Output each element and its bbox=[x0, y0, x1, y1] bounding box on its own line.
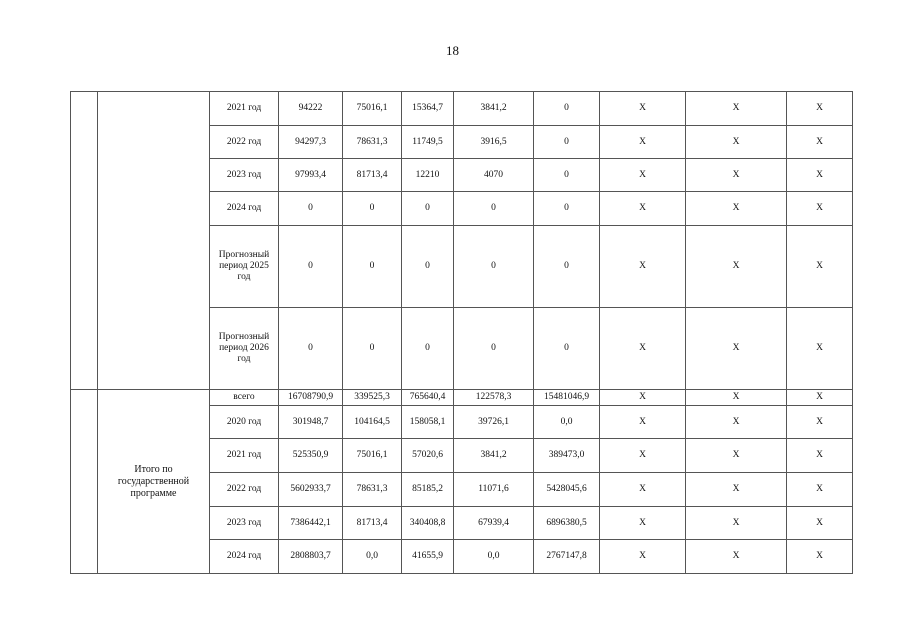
x-cell: X bbox=[787, 473, 853, 507]
value-cell: 16708790,9 bbox=[279, 390, 343, 406]
value-cell: 78631,3 bbox=[343, 126, 402, 159]
value-cell: 525350,9 bbox=[279, 439, 343, 473]
value-cell: 389473,0 bbox=[534, 439, 600, 473]
value-cell: 2767147,8 bbox=[534, 540, 600, 574]
value-cell: 3841,2 bbox=[454, 92, 534, 126]
value-cell: 3916,5 bbox=[454, 126, 534, 159]
x-cell: X bbox=[787, 507, 853, 540]
value-cell: 15364,7 bbox=[402, 92, 454, 126]
value-cell: 2808803,7 bbox=[279, 540, 343, 574]
x-cell: X bbox=[686, 226, 787, 308]
value-cell: 0 bbox=[343, 308, 402, 390]
value-cell: 12210 bbox=[402, 159, 454, 192]
table-row bbox=[71, 92, 853, 126]
period-cell: всего bbox=[210, 390, 279, 406]
value-cell: 0,0 bbox=[343, 540, 402, 574]
value-cell: 5602933,7 bbox=[279, 473, 343, 507]
number-cell bbox=[71, 92, 98, 390]
value-cell: 0 bbox=[402, 308, 454, 390]
period-cell: Прогнозный период 2025 год bbox=[210, 226, 279, 308]
x-cell: X bbox=[787, 226, 853, 308]
number-cell bbox=[71, 390, 98, 574]
value-cell: 0 bbox=[454, 226, 534, 308]
period-cell: 2021 год bbox=[210, 92, 279, 126]
value-cell: 0 bbox=[402, 192, 454, 226]
period-cell: 2022 год bbox=[210, 126, 279, 159]
value-cell: 5428045,6 bbox=[534, 473, 600, 507]
period-cell: 2023 год bbox=[210, 507, 279, 540]
value-cell: 0,0 bbox=[534, 406, 600, 439]
value-cell: 0 bbox=[343, 192, 402, 226]
value-cell: 4070 bbox=[454, 159, 534, 192]
value-cell: 78631,3 bbox=[343, 473, 402, 507]
x-cell: X bbox=[686, 192, 787, 226]
page-number: 18 bbox=[446, 43, 459, 58]
x-cell: X bbox=[787, 92, 853, 126]
x-cell: X bbox=[600, 192, 686, 226]
x-cell: X bbox=[787, 439, 853, 473]
period-cell: 2021 год bbox=[210, 439, 279, 473]
value-cell: 0 bbox=[343, 226, 402, 308]
value-cell: 15481046,9 bbox=[534, 390, 600, 406]
value-cell: 57020,6 bbox=[402, 439, 454, 473]
x-cell: X bbox=[600, 507, 686, 540]
x-cell: X bbox=[787, 192, 853, 226]
value-cell: 0,0 bbox=[454, 540, 534, 574]
x-cell: X bbox=[600, 308, 686, 390]
value-cell: 0 bbox=[534, 159, 600, 192]
value-cell: 339525,3 bbox=[343, 390, 402, 406]
value-cell: 765640,4 bbox=[402, 390, 454, 406]
value-cell: 0 bbox=[534, 126, 600, 159]
value-cell: 340408,8 bbox=[402, 507, 454, 540]
x-cell: X bbox=[686, 308, 787, 390]
x-cell: X bbox=[600, 439, 686, 473]
value-cell: 0 bbox=[534, 192, 600, 226]
value-cell: 94222 bbox=[279, 92, 343, 126]
value-cell: 75016,1 bbox=[343, 92, 402, 126]
value-cell: 0 bbox=[279, 226, 343, 308]
x-cell: X bbox=[686, 473, 787, 507]
x-cell: X bbox=[787, 390, 853, 406]
program-label-cell bbox=[98, 92, 210, 390]
value-cell: 104164,5 bbox=[343, 406, 402, 439]
value-cell: 6896380,5 bbox=[534, 507, 600, 540]
period-cell: 2023 год bbox=[210, 159, 279, 192]
value-cell: 0 bbox=[279, 308, 343, 390]
funding-table bbox=[70, 91, 853, 574]
value-cell: 7386442,1 bbox=[279, 507, 343, 540]
x-cell: X bbox=[600, 126, 686, 159]
period-cell: 2024 год bbox=[210, 192, 279, 226]
value-cell: 0 bbox=[534, 92, 600, 126]
value-cell: 122578,3 bbox=[454, 390, 534, 406]
value-cell: 94297,3 bbox=[279, 126, 343, 159]
value-cell: 0 bbox=[454, 192, 534, 226]
x-cell: X bbox=[600, 159, 686, 192]
value-cell: 0 bbox=[454, 308, 534, 390]
period-cell: Прогнозный период 2026 год bbox=[210, 308, 279, 390]
value-cell: 11749,5 bbox=[402, 126, 454, 159]
value-cell: 39726,1 bbox=[454, 406, 534, 439]
value-cell: 301948,7 bbox=[279, 406, 343, 439]
value-cell: 41655,9 bbox=[402, 540, 454, 574]
x-cell: X bbox=[600, 406, 686, 439]
x-cell: X bbox=[787, 308, 853, 390]
value-cell: 0 bbox=[534, 226, 600, 308]
value-cell: 11071,6 bbox=[454, 473, 534, 507]
period-cell: 2024 год bbox=[210, 540, 279, 574]
x-cell: X bbox=[686, 126, 787, 159]
x-cell: X bbox=[787, 540, 853, 574]
x-cell: X bbox=[686, 507, 787, 540]
x-cell: X bbox=[787, 159, 853, 192]
x-cell: X bbox=[600, 92, 686, 126]
x-cell: X bbox=[686, 92, 787, 126]
x-cell: X bbox=[787, 406, 853, 439]
x-cell: X bbox=[686, 439, 787, 473]
x-cell: X bbox=[686, 159, 787, 192]
x-cell: X bbox=[600, 390, 686, 406]
value-cell: 85185,2 bbox=[402, 473, 454, 507]
table-row bbox=[71, 390, 853, 406]
value-cell: 67939,4 bbox=[454, 507, 534, 540]
value-cell: 0 bbox=[534, 308, 600, 390]
x-cell: X bbox=[686, 406, 787, 439]
value-cell: 0 bbox=[402, 226, 454, 308]
value-cell: 97993,4 bbox=[279, 159, 343, 192]
period-cell: 2020 год bbox=[210, 406, 279, 439]
x-cell: X bbox=[600, 540, 686, 574]
x-cell: X bbox=[686, 390, 787, 406]
value-cell: 81713,4 bbox=[343, 159, 402, 192]
value-cell: 158058,1 bbox=[402, 406, 454, 439]
value-cell: 3841,2 bbox=[454, 439, 534, 473]
program-label-cell: Итого по государственной программе bbox=[98, 390, 210, 574]
value-cell: 75016,1 bbox=[343, 439, 402, 473]
x-cell: X bbox=[787, 126, 853, 159]
x-cell: X bbox=[600, 226, 686, 308]
x-cell: X bbox=[600, 473, 686, 507]
x-cell: X bbox=[686, 540, 787, 574]
value-cell: 81713,4 bbox=[343, 507, 402, 540]
period-cell: 2022 год bbox=[210, 473, 279, 507]
value-cell: 0 bbox=[279, 192, 343, 226]
